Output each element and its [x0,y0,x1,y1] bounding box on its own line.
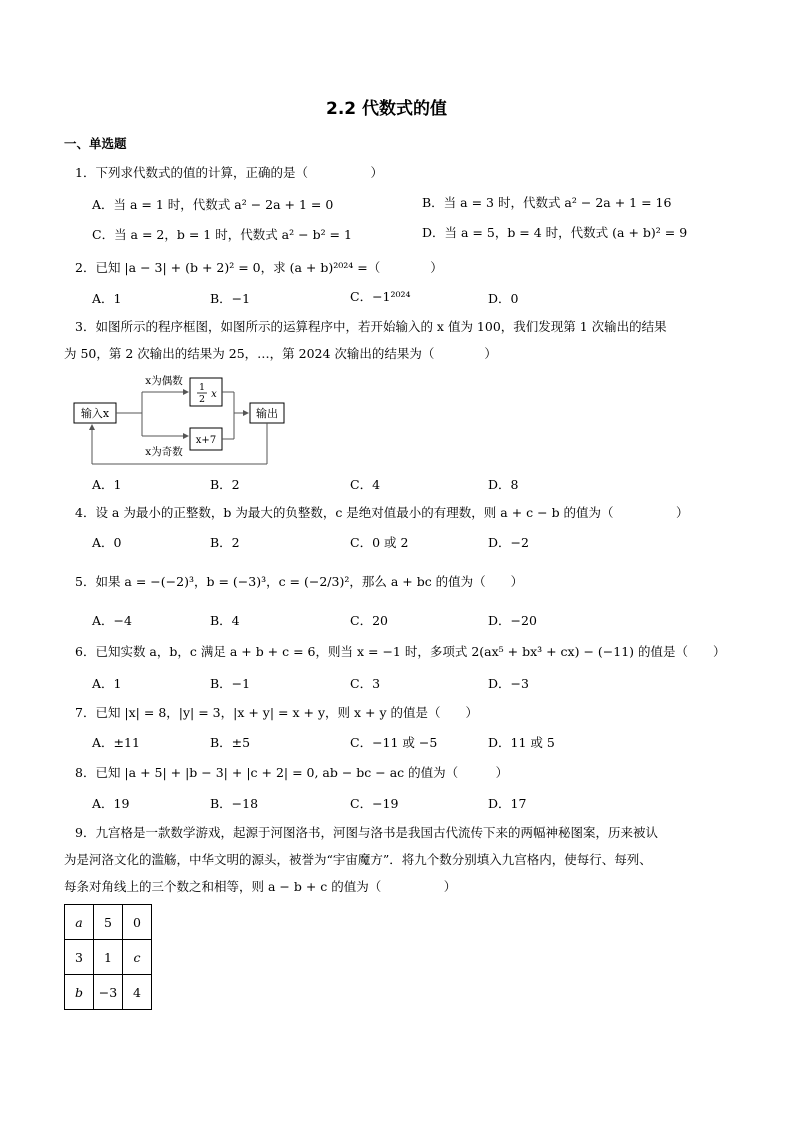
question-8-option-a[interactable]: A．19 [92,796,130,811]
question-9-line-3: 每条对角线上的三个数之和相等，则 a − b + c 的值为（ ） [64,879,457,894]
question-3-option-c[interactable]: C．4 [350,477,381,492]
question-4-option-b[interactable]: B．2 [210,535,240,550]
question-2-option-b[interactable]: B．−1 [210,291,251,306]
question-2-option-d[interactable]: D．0 [488,291,519,306]
flow-even-variable: x [211,389,217,400]
question-6-stem: 6．已知实数 a，b，c 满足 a + b + c = 6，则当 x = −1 时，多项式 2(ax⁵ + bx³ + cx) − (−11) 的值是（ ） [75,644,726,659]
section-heading: 一、单选题 [64,136,127,151]
question-4-option-d[interactable]: D．−2 [488,535,529,550]
flow-odd-label: x为奇数 [145,446,183,458]
question-8-stem: 8．已知 |a + 5| + |b − 3| + |c + 2| = 0, ab − bc − ac 的值为（ ） [75,765,509,780]
question-1-option-d[interactable]: D．当 a = 5，b = 4 时，代数式 (a + b)² = 9 [422,225,688,240]
question-9-line-1: 9．九宫格是一款数学游戏，起源于河图洛书，河图与洛书是我国古代流传下来的两幅神秘图案，历来被认 [75,825,658,840]
question-1-stem: 1．下列求代数式的值的计算，正确的是（ ） [75,165,383,180]
question-1-option-a[interactable]: A．当 a = 1 时，代数式 a² − 2a + 1 = 0 [92,197,334,212]
question-7-option-b[interactable]: B．±5 [210,735,251,750]
grid-cell: 1 [94,940,123,975]
question-4-option-a[interactable]: A．0 [92,535,122,550]
grid-cell: 5 [94,905,123,940]
question-8-option-b[interactable]: B．−18 [210,796,259,811]
question-1-option-b[interactable]: B．当 a = 3 时，代数式 a² − 2a + 1 = 16 [422,195,672,210]
question-3-stem-line-1: 3．如图所示的程序框图，如图所示的运算程序中，若开始输入的 x 值为 100，我们发现第 1 次输出的结果 [75,319,667,334]
grid-cell: 0 [123,905,152,940]
question-5-option-a[interactable]: A．−4 [92,613,132,628]
question-3-option-b[interactable]: B．2 [210,477,240,492]
flowchart [72,370,292,468]
question-2-option-c[interactable]: C．−1²⁰²⁴ [350,289,411,304]
flow-odd-expression: x+7 [195,435,217,446]
flow-output-label: 输出 [256,407,278,420]
flow-even-box [190,378,222,406]
grid-cell: 4 [123,975,152,1010]
page-title: 2.2 代数式的值 [326,99,448,119]
flow-even-label: x为偶数 [145,375,183,387]
question-7-option-c[interactable]: C．−11 或 −5 [350,735,438,750]
grid-cell: b [65,975,94,1010]
question-3-stem-line-2: 为 50，第 2 次输出的结果为 25，…，第 2024 次输出的结果为（ ） [64,346,497,361]
question-6-option-d[interactable]: D．−3 [488,676,529,691]
question-6-option-b[interactable]: B．−1 [210,676,251,691]
grid-row [65,905,152,940]
question-7-option-a[interactable]: A．±11 [92,735,140,750]
question-7-stem: 7．已知 |x| = 8，|y| = 3，|x + y| = x + y，则 x + y 的值是（ ） [75,705,479,720]
grid-cell: a [65,905,94,940]
question-6-option-a[interactable]: A．1 [92,676,122,691]
question-5-option-b[interactable]: B．4 [210,613,240,628]
question-7-option-d[interactable]: D．11 或 5 [488,735,555,750]
grid-cell: 3 [65,940,94,975]
question-6-option-c[interactable]: C．3 [350,676,381,691]
question-5-option-d[interactable]: D．−20 [488,613,537,628]
question-1-option-c[interactable]: C．当 a = 2，b = 1 时，代数式 a² − b² = 1 [92,227,352,242]
flow-even-denominator: 2 [198,394,206,405]
flow-input-label: 输入x [80,407,110,420]
grid-cell: −3 [94,975,123,1010]
question-2-stem: 2．已知 |a − 3| + (b + 2)² = 0，求 (a + b)²⁰²⁴ =（ ） [75,260,443,275]
grid-cell: c [123,940,152,975]
question-3-option-d[interactable]: D．8 [488,477,519,492]
grid-row [65,940,152,975]
question-8-option-d[interactable]: D．17 [488,796,527,811]
question-2-option-a[interactable]: A．1 [92,291,122,306]
question-5-option-c[interactable]: C．20 [350,613,388,628]
question-4-option-c[interactable]: C．0 或 2 [350,535,409,550]
question-5-stem: 5．如果 a = −(−2)³，b = (−3)³，c = (−2/3)²，那么 a + bc 的值为（ ） [75,574,524,589]
question-3-option-a[interactable]: A．1 [92,477,122,492]
question-8-option-c[interactable]: C．−19 [350,796,399,811]
question-9-line-2: 为是河洛文化的滥觞，中华文明的源头，被誉为“宇宙魔方”．将九个数分别填入九宫格内，使每行、每列、 [64,852,652,867]
magic-square-grid [64,904,152,1010]
question-4-stem: 4．设 a 为最小的正整数，b 为最大的负整数，c 是绝对值最小的有理数，则 a + c − b 的值为（ ） [75,505,689,520]
grid-row [65,975,152,1010]
flow-even-numerator: 1 [198,382,206,393]
